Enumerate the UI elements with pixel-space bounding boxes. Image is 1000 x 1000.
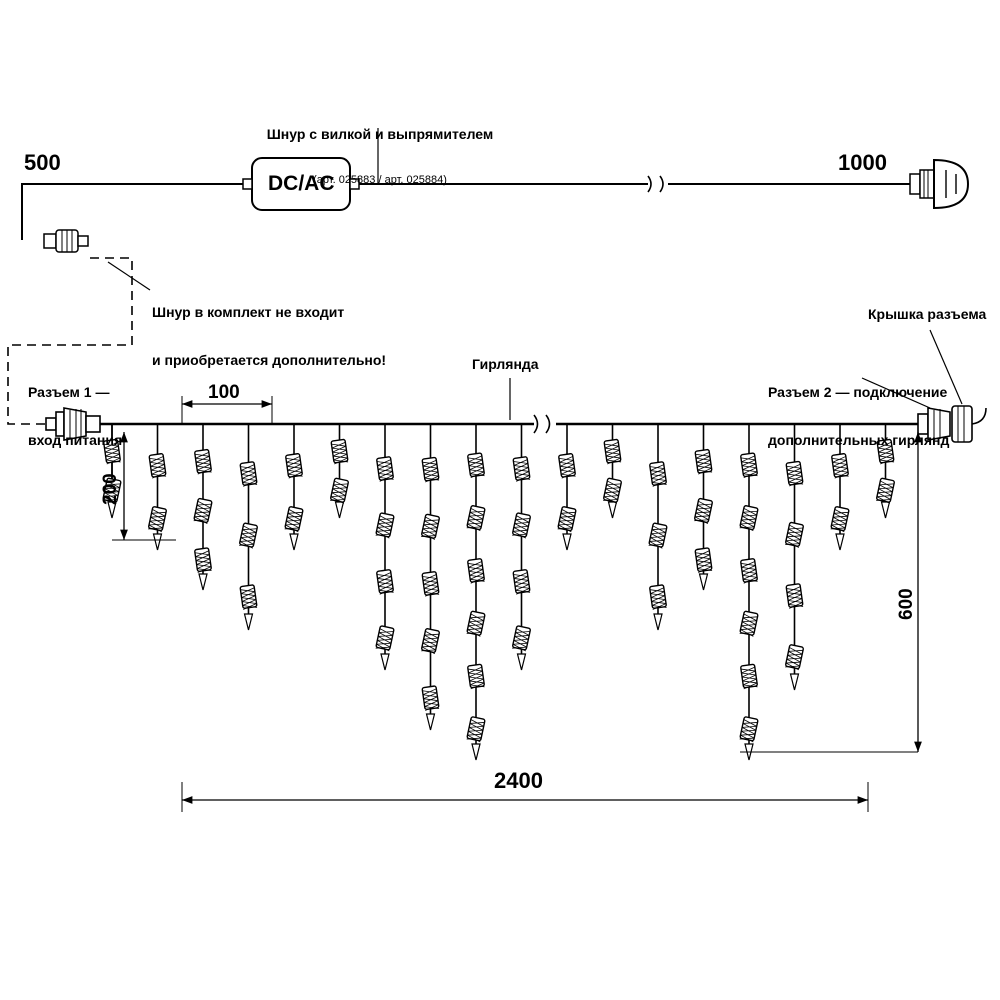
led-bulb: [604, 439, 621, 464]
led-bulb: [286, 453, 303, 478]
led-bulb: [422, 686, 439, 711]
led-bulb: [650, 585, 667, 610]
connector-1-label-line1: Разъем 1 —: [28, 384, 110, 401]
led-bulb: [741, 559, 758, 584]
led-bulb: [649, 523, 667, 548]
garland-strand: [285, 424, 303, 550]
led-bulb: [876, 478, 894, 503]
led-bulb: [741, 664, 758, 689]
adapter-label: DC/AC: [268, 172, 335, 195]
led-bulb: [468, 453, 485, 478]
led-bulb: [695, 449, 712, 474]
connector-1-label-line2: вход питания: [28, 432, 123, 449]
cord-note-line1: Шнур в комплект не входит: [152, 304, 345, 321]
led-bulb: [331, 439, 348, 464]
connector-2-label-line1: Разъем 2 — подключение: [768, 384, 948, 401]
led-bulb: [285, 506, 303, 531]
led-bulb: [694, 498, 712, 523]
led-bulb: [468, 559, 485, 584]
led-bulb: [149, 453, 166, 478]
dimension-2400-label: 2400: [494, 768, 543, 793]
led-bulb: [831, 506, 849, 531]
led-bulb: [421, 514, 439, 539]
led-bulb: [376, 626, 394, 651]
led-bulb: [421, 628, 439, 653]
led-bulb: [240, 585, 257, 610]
led-bulb: [468, 664, 485, 689]
led-bulb: [512, 626, 530, 651]
connector-2-label-line2: дополнительных гирлянд: [768, 432, 950, 449]
dimension-right-cord-1000: 1000: [838, 150, 887, 175]
led-bulb: [740, 505, 758, 530]
led-bulb: [559, 453, 576, 478]
garland-strand: [376, 424, 394, 670]
led-bulb: [650, 462, 667, 487]
garland-strand: [330, 424, 348, 518]
led-bulb: [467, 717, 485, 742]
dimension-left-cord-500: 500: [24, 150, 61, 175]
garland-strand: [558, 424, 576, 550]
dimension-600-label: 600: [896, 588, 917, 620]
led-bulb: [695, 548, 712, 573]
led-bulb: [467, 611, 485, 636]
led-bulb: [513, 570, 530, 595]
garland-strand: [421, 424, 439, 730]
garland-strand: [649, 424, 667, 630]
garland-strand: [239, 424, 257, 630]
cord-note-line2: и приобретается дополнительно!: [152, 352, 387, 369]
dimension-200-label: 200: [100, 473, 121, 505]
led-bulb: [377, 457, 394, 482]
garland-strand: [148, 424, 166, 550]
led-bulb: [148, 506, 166, 531]
led-bulb: [377, 570, 394, 595]
led-bulb: [512, 513, 530, 538]
garland-strand: [512, 424, 530, 670]
led-bulb: [740, 611, 758, 636]
led-bulb: [239, 523, 257, 548]
garland-strand: [694, 424, 712, 590]
led-bulb: [558, 506, 576, 531]
led-bulb: [467, 505, 485, 530]
led-bulb: [195, 548, 212, 573]
led-bulb: [194, 498, 212, 523]
connector-cap-label: Крышка разъема: [868, 306, 987, 322]
led-bulb: [786, 584, 803, 609]
led-bulb: [785, 522, 803, 547]
led-bulb: [376, 513, 394, 538]
garland-strand: [740, 424, 758, 760]
connector-2-label: [768, 352, 949, 481]
led-bulb: [240, 462, 257, 487]
power-cord-label: [245, 94, 515, 219]
led-bulb: [741, 453, 758, 478]
led-bulb: [603, 478, 621, 503]
garland-strand: [603, 424, 621, 518]
led-bulb: [785, 644, 803, 669]
garland-strand: [194, 424, 212, 590]
led-bulb: [330, 478, 348, 503]
dimension-spacing-label: 100: [208, 382, 240, 403]
led-bulb: [740, 717, 758, 742]
connector-1-label: [28, 352, 122, 481]
garland-label: Гирлянда: [472, 356, 539, 372]
led-bulb: [513, 457, 530, 482]
led-bulb: [195, 449, 212, 474]
led-bulb: [422, 457, 439, 482]
power-cord-label-line2: (арт. 025883 / арт. 025884): [313, 174, 447, 187]
cord-not-included-note: [152, 272, 386, 401]
garland-strand: [467, 424, 485, 760]
led-bulb: [422, 572, 439, 597]
power-cord-label-line1: Шнур с вилкой и выпрямителем: [266, 126, 494, 143]
